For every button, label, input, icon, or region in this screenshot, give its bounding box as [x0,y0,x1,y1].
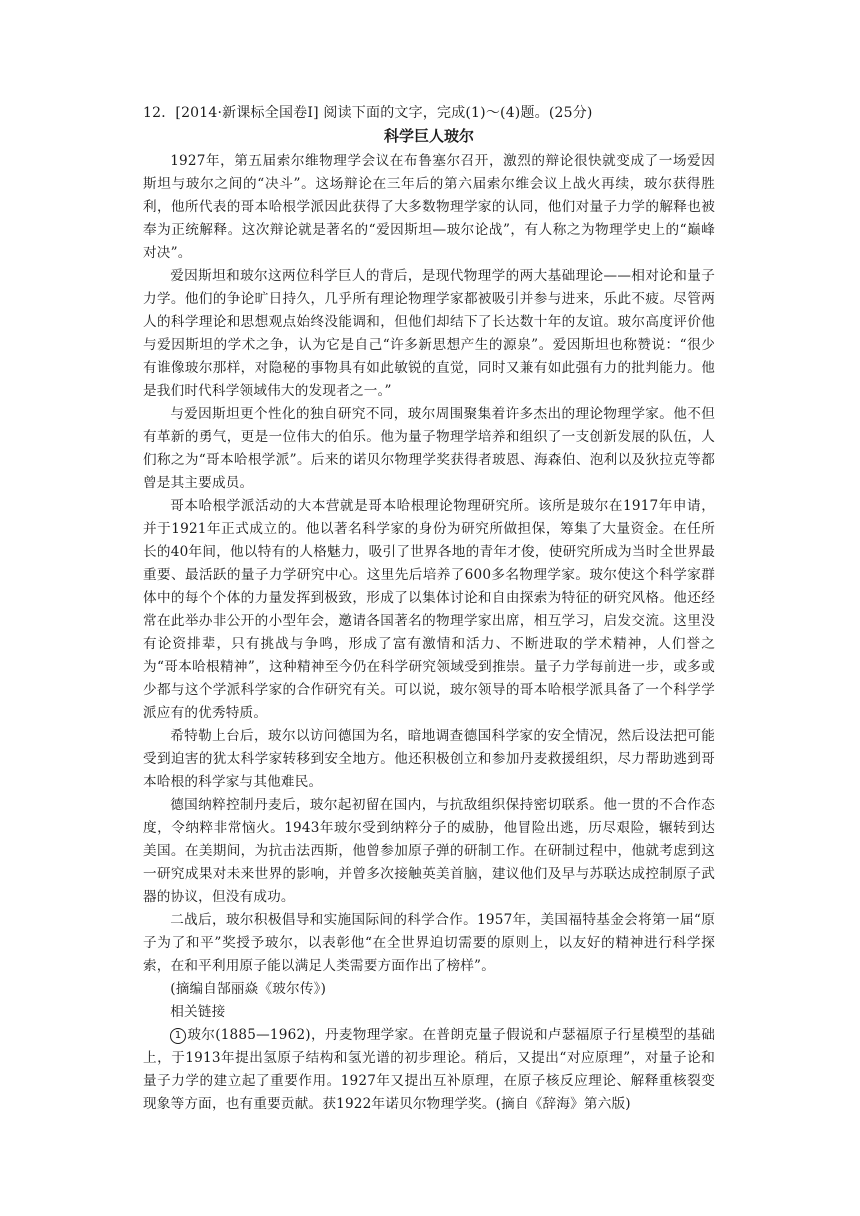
paragraph-7: 二战后，玻尔积极倡导和实施国际间的科学合作。1957年，美国福特基金会将第一届“原子为了和平”奖授予玻尔，以表彰他“在全世界迫切需要的原则上，以友好的精神进行科学探索，在和平利用原子能以满足人类需要方面作出了榜样”。 [143,912,715,974]
paragraph-2: 爱因斯坦和玻尔这两位科学巨人的背后，是现代物理学的两大基础理论——相对论和量子力学。他们的争论旷日持久，几乎所有理论物理学家都被吸引并参与进来，乐此不疲。尽管两人的科学理论和思想观点始终没能调和，但他们却结下了长达数十年的友谊。玻尔高度评价他与爱因斯坦的学术之争，认为它是自己“许多新思想产生的源泉”。爱因斯坦也称赞说：“很少有谁像玻尔那样，对隐秘的事物具有如此敏锐的直觉，同时又兼有如此强有力的批判能力。他是我们时代科学领域伟大的发现者之一。” [143,268,715,399]
question-header: 12．[2014·新课标全国卷Ⅰ] 阅读下面的文字，完成(1)～(4)题。(25分) [143,105,593,121]
question-content [143,103,715,1116]
source-note: (摘编自郜丽焱《玻尔传》) [170,981,327,997]
related-links-heading: 相关链接 [170,1004,226,1020]
article-title: 科学巨人玻尔 [383,127,474,145]
related-link-text: 玻尔(1885—1962)，丹麦物理学家。在普朗克量子假说和卢瑟福原子行星模型的基础上，于1913年提出氢原子结构和氢光谱的初步理论。稍后，又提出“对应原理”，对量子论和量子力学的建立起了重要作用。1927年又提出互补原理，在原子核反应理论、解释重核裂变现象等方面，也有重要贡献。获1922年诺贝尔物理学奖。(摘自《辞海》第六版) [143,1027,715,1112]
paragraph-3: 与爱因斯坦更个性化的独自研究不同，玻尔周围聚集着许多杰出的理论物理学家。他不但有革新的勇气，更是一位伟大的伯乐。他为量子物理学培养和组织了一支创新发展的队伍，人们称之为“哥本哈根学派”。后来的诺贝尔物理学奖获得者玻恩、海森伯、泡利以及狄拉克等都曾是其主要成员。 [143,406,715,491]
paragraph-1: 1927年，第五届索尔维物理学会议在布鲁塞尔召开，激烈的辩论很快就变成了一场爱因斯坦与玻尔之间的“决斗”。这场辩论在三年后的第六届索尔维会议上战火再续，玻尔获得胜利，他所代表的哥本哈根学派因此获得了大多数物理学家的认同，他们对量子力学的解释也被奉为正统解释。这次辩论就是著名的“爱因斯坦—玻尔论战”，有人称之为物理学史上的“巅峰对决”。 [143,153,715,261]
circled-number-one: 1 [170,1028,186,1044]
related-link-item [143,1024,715,1116]
paragraph-5: 希特勒上台后，玻尔以访问德国为名，暗地调查德国科学家的安全情况，然后设法把可能受到迫害的犹太科学家转移到安全地方。他还积极创立和参加丹麦救援组织，尽力帮助逃到哥本哈根的科学家与其他难民。 [143,728,715,790]
paragraph-4: 哥本哈根学派活动的大本营就是哥本哈根理论物理研究所。该所是玻尔在1917年申请，并于1921年正式成立的。他以著名科学家的身份为研究所做担保，筹集了大量资金。在任所长的40年间，他以特有的人格魅力，吸引了世界各地的青年才俊，使研究所成为当时全世界最重要、最活跃的量子力学研究中心。这里先后培养了600多名物理学家。玻尔使这个科学家群体中的每个个体的力量发挥到极致，形成了以集体讨论和自由探索为特征的研究风格。他还经常在此举办非公开的小型年会，邀请各国著名的物理学家出席，相互学习，启发交流。这里没有论资排辈，只有挑战与争鸣，形成了富有激情和活力、不断进取的学术精神，人们誉之为“哥本哈根精神”，这种精神至今仍在科学研究领域受到推崇。量子力学每前进一步，或多或少都与这个学派科学家的合作研究有关。可以说，玻尔领导的哥本哈根学派具备了一个科学学派应有的优秀特质。 [143,498,715,721]
paragraph-6: 德国纳粹控制丹麦后，玻尔起初留在国内，与抗敌组织保持密切联系。他一贯的不合作态度，令纳粹非常恼火。1943年玻尔受到纳粹分子的威胁，他冒险出逃，历尽艰险，辗转到达美国。在美期间，为抗击法西斯，他曾参加原子弹的研制工作。在研制过程中，他就考虑到这一研究成果对未来世界的影响，并曾多次接触英美首脑，建议他们及早与苏联达成控制原子武器的协议，但没有成功。 [143,797,715,905]
